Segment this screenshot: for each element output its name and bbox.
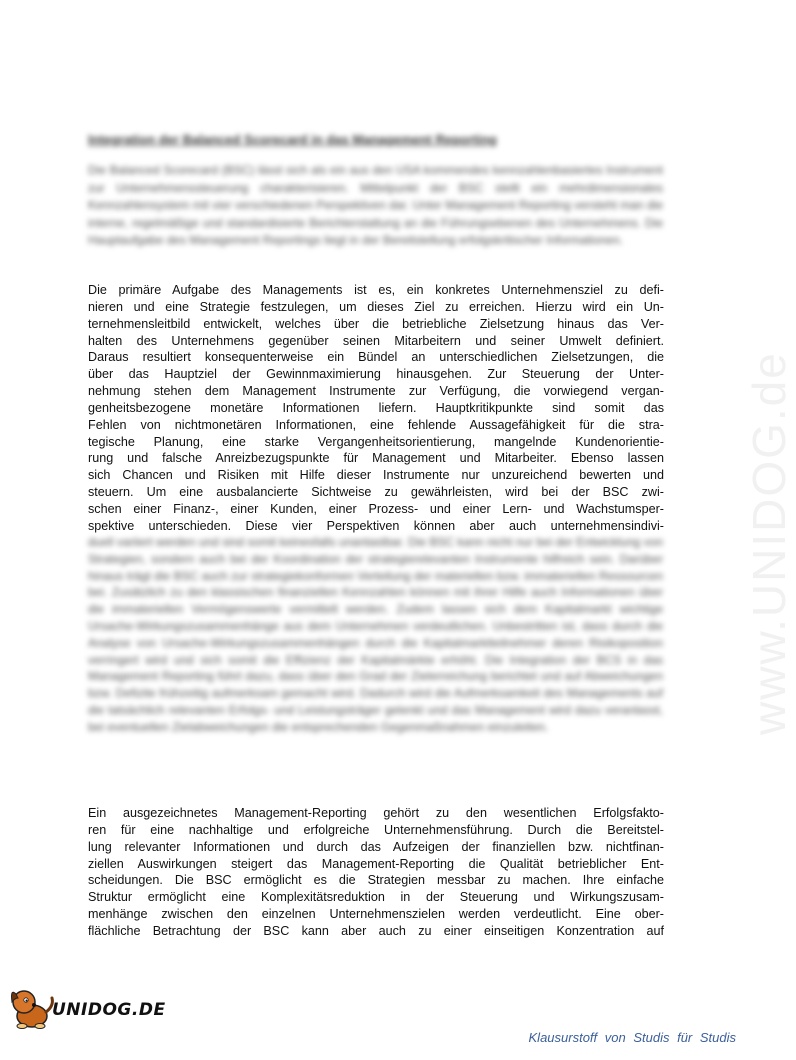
paragraph-line: halten des Unternehmens gegenüber seinen Mitarbeitern und seiner Umwelt definiert. xyxy=(88,333,664,348)
paragraph-line: Fehlen von nichtmonetären Informationen, eine fehlende Aussagefähigkeit für die stra- xyxy=(88,417,664,432)
paragraph-line: scheidungen. Die BSC ermöglicht es die Strategien messbar zu machen. Ihre einfache xyxy=(88,873,664,888)
paragraph-line: rung und falsche Anreizbezugspunkte für Management und Mitarbeiter. Ebenso lassen xyxy=(88,451,664,466)
paragraph-line: über das Hauptziel der Gewinnmaximierung hinausgehen. Zur Steuerung der Unter- xyxy=(88,367,664,382)
body-paragraph-2 xyxy=(88,805,664,940)
logo-wordmark: UNIDOG.DE xyxy=(52,1000,166,1020)
body-paragraph-1 xyxy=(88,282,664,535)
paragraph-line: tegische Planung, eine starke Vergangenheitsorientierung, mangelnde Kundenorientie- xyxy=(88,434,664,449)
footer-slogan: Klausurstoff von Studis für Studis xyxy=(528,1030,736,1045)
paragraph-line: spektive unterschieden. Diese vier Perspektiven können aber auch unternehmensindivi- xyxy=(88,518,664,533)
paragraph-line: steuern. Um eine ausbalancierte Sichtweise zu gewährleisten, wird bei der BSC zwi- xyxy=(88,485,664,500)
blurred-continuation-paragraph: duell variiert werden und sind somit keinesfalls unantastbar. Die BSC kann nicht nur bei der Entwicklung von Strategien, sondern auch bei der Koordination der strategierelevanten Instrumente hilfreich sein. Darüber hinaus trägt die BSC auch zur strategiekonformen Verteilung der materiellen bzw. immateriellen Ressourcen bei. Zusätzlich zu den klassischen finanziellen Kennzahlen können mit ihrer Hilfe auch Informationen über die immateriellen Vermögenswerte vermittelt werden. Zudem lassen sich dem Kapitalmarkt wichtige Ursache-Wirkungszusammenhänge aus dem Unternehmen verdeutlichen. Unbestritten ist, dass durch die Analyse von Ursache-Wirkungszusammenhängen durch die Kapitalmarktteilnehmer deren Risikoposition verringert wird und sich somit die Effizienz der Kapitalmärkte erhöht. Die Integration der BCS in das Management Reporting führt dazu, dass über den Grad der Zielerreichung berichtet und auf Abweichungen bzw. Defizite frühzeitig aufmerksam gemacht wird. Dadurch wird die Aufmerksamkeit des Managements auf die tatsächlich relevanten Erfolgs- und Leistungsträger gelenkt und das Management wird dazu veranlasst, bei eventuellen Zielabweichungen die entsprechenden Gegenmaßnahmen einzuleiten. xyxy=(88,535,663,734)
paragraph-line: ren für eine nachhaltige und erfolgreiche Unternehmensführung. Durch die Bereitstel- xyxy=(88,822,664,837)
paragraph-line: menhänge zwischen den einzelnen Unternehmenszielen werden verdeutlicht. Eine ober- xyxy=(88,907,664,922)
paragraph-line: sich Chancen und Risiken mit Hilfe dieser Instrumente nur unzureichend bewerten und xyxy=(88,468,664,483)
paragraph-line: schen einer Finanz-, einer Kunden, einer Prozess- und einer Lern- und Wachstumsper- xyxy=(88,501,664,516)
paragraph-line: genheitsbezogene monetäre Informationen liefern. Hauptkritikpunkte sind somit das xyxy=(88,400,664,415)
blurred-section-heading: Integration der Balanced Scorecard in das Management Reporting xyxy=(88,132,497,147)
watermark-text: www.UNIDOG.de xyxy=(743,351,795,735)
blurred-intro-paragraph: Die Balanced Scorecard (BSC) lässt sich als ein aus den USA kommendes kennzahlenbasiertes Instrument zur Unternehmenssteuerung charakterisieren. Mittelpunkt der BSC stellt ein mehrdimensionales Kennzahlensystem mit vier verschiedenen Perspektiven dar. Unter Management Reporting versteht man die interne, regelmäßige und standardisierte Berichterstattung an die Führungsebenen des Unternehmens. Die Hauptaufgabe des Management Reportings liegt in der Bereitstellung erfolgskritischer Informationen. xyxy=(88,163,663,247)
paragraph-line: Daraus resultiert konsequenterweise ein Bündel an unterschiedlichen Zielsetzungen, die xyxy=(88,350,664,365)
paragraph-line: ziellen Auswirkungen steigert das Management-Reporting die Qualität betrieblicher Ent- xyxy=(88,856,664,871)
paragraph-line: flächliche Betrachtung der BSC kann aber auch zu einer einseitigen Konzentration auf xyxy=(88,923,664,938)
paragraph-line: nieren und eine Strategie festzulegen, um dieses Ziel zu erreichen. Hierzu wird ein Un- xyxy=(88,299,664,314)
unidog-logo[interactable] xyxy=(8,986,168,1030)
paragraph-line: Struktur ermöglicht eine Komplexitätsreduktion in der Steuerung und Wirkungszusam- xyxy=(88,890,664,905)
paragraph-line: Die primäre Aufgabe des Managements ist es, ein konkretes Unternehmensziel zu defi- xyxy=(88,283,664,297)
paragraph-line: Ein ausgezeichnetes Management-Reporting gehört zu den wesentlichen Erfolgsfakto- xyxy=(88,806,664,820)
paragraph-line: ternehmensleitbild entwickelt, welches über die betriebliche Zielsetzung hinaus das Ver- xyxy=(88,316,664,331)
paragraph-line: lung relevanter Informationen und durch das Aufzeigen der finanziellen bzw. nichtfinan- xyxy=(88,839,664,854)
paragraph-line: nehmung stehen dem Management Instrumente zur Verfügung, die vorwiegend vergan- xyxy=(88,384,664,399)
